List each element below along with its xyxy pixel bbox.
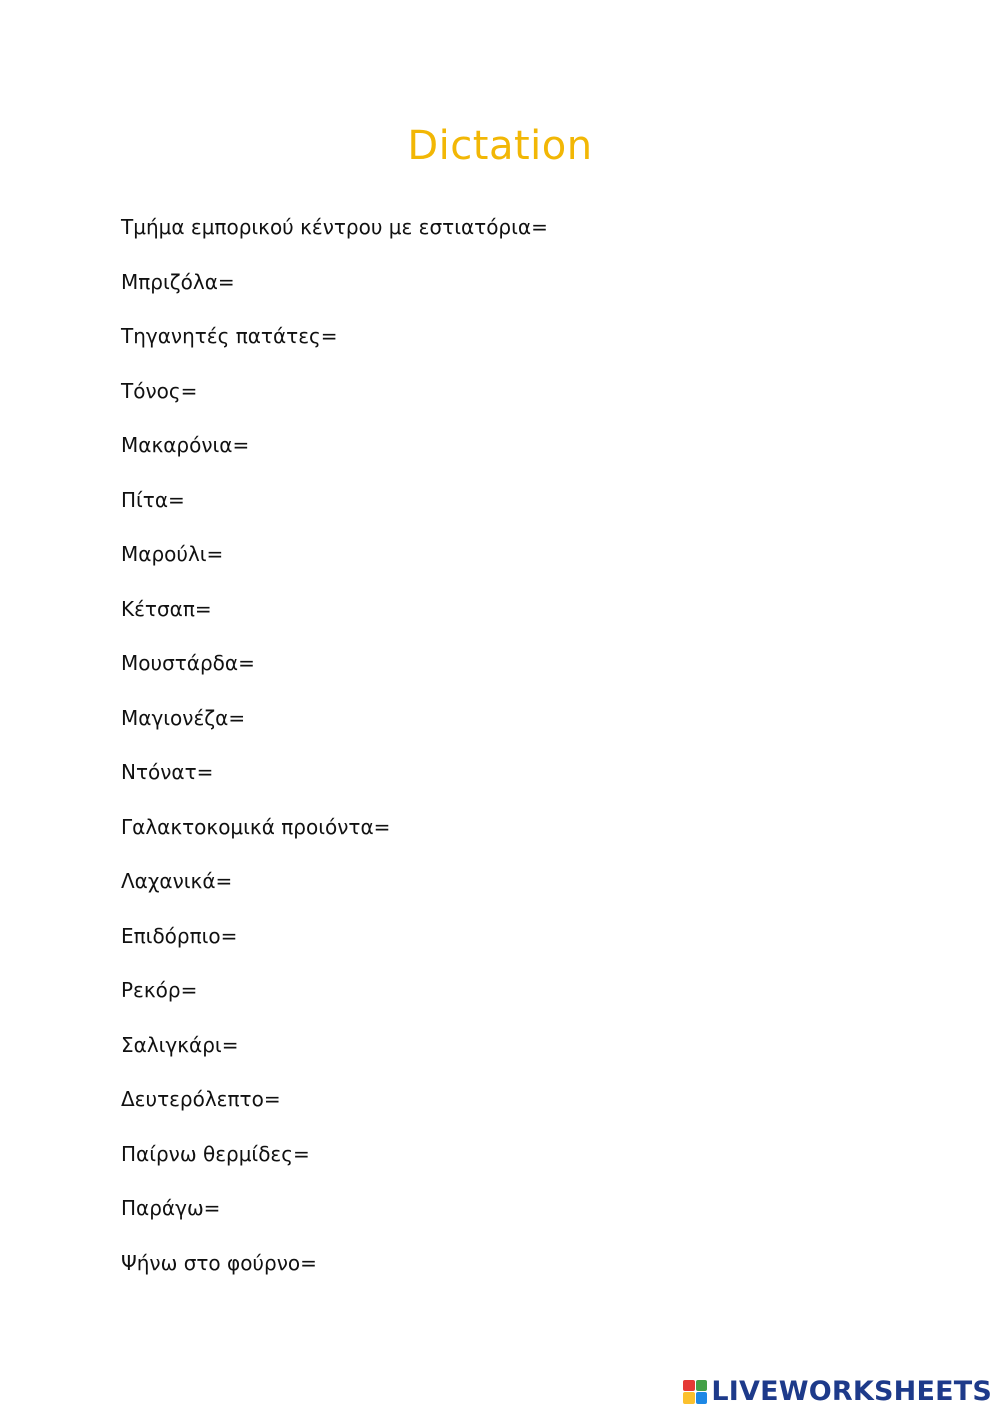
- item-label: Μπριζόλα=: [121, 269, 235, 294]
- item-label: Μαγιονέζα=: [121, 705, 246, 730]
- item-label: Κέτσαπ=: [121, 596, 212, 621]
- item-label: Παίρνω θερμίδες=: [121, 1141, 310, 1166]
- list-item: [121, 963, 881, 1018]
- liveworksheets-logo-icon: [683, 1380, 707, 1404]
- list-item: [121, 800, 881, 855]
- item-label: Παράγω=: [121, 1196, 221, 1221]
- worksheet-title: Dictation: [407, 123, 593, 169]
- item-label: Γαλακτοκομικά προιόντα=: [121, 814, 391, 839]
- item-label: Δευτερόλεπτο=: [121, 1087, 281, 1112]
- logo-square-blue: [696, 1392, 708, 1404]
- item-label: Μακαρόνια=: [121, 433, 250, 458]
- item-label: Τηγανητές πατάτες=: [121, 324, 338, 349]
- list-item: [121, 1018, 881, 1073]
- list-item: [121, 636, 881, 691]
- list-item: [121, 854, 881, 909]
- list-item: [121, 309, 881, 364]
- dictation-list: [121, 200, 881, 1290]
- list-item: [121, 418, 881, 473]
- list-item: [121, 255, 881, 310]
- logo-square-yellow: [683, 1392, 695, 1404]
- item-label: Σαλιγκάρι=: [121, 1032, 239, 1057]
- list-item: [121, 909, 881, 964]
- item-label: Ρεκόρ=: [121, 978, 198, 1003]
- list-item: [121, 1072, 881, 1127]
- item-label: Ντόνατ=: [121, 760, 214, 785]
- list-item: [121, 1181, 881, 1236]
- list-item: [121, 200, 881, 255]
- item-label: Λαχανικά=: [121, 869, 233, 894]
- logo-square-red: [683, 1380, 695, 1392]
- list-item: [121, 691, 881, 746]
- list-item: [121, 364, 881, 419]
- item-label: Τμήμα εμπορικού κέντρου με εστιατόρια=: [121, 215, 548, 240]
- item-label: Μουστάρδα=: [121, 651, 255, 676]
- item-label: Μαρούλι=: [121, 542, 224, 567]
- list-item: [121, 745, 881, 800]
- list-item: [121, 582, 881, 637]
- brand-name: LIVEWORKSHEETS: [711, 1376, 992, 1407]
- liveworksheets-logo[interactable]: [683, 1376, 992, 1407]
- item-label: Τόνος=: [121, 378, 198, 403]
- item-label: Ψήνω στο φούρνο=: [121, 1250, 317, 1275]
- list-item: [121, 473, 881, 528]
- logo-square-green: [696, 1380, 708, 1392]
- list-item: [121, 1127, 881, 1182]
- list-item: [121, 527, 881, 582]
- item-label: Πίτα=: [121, 487, 185, 512]
- list-item: [121, 1236, 881, 1291]
- item-label: Επιδόρπιο=: [121, 923, 238, 948]
